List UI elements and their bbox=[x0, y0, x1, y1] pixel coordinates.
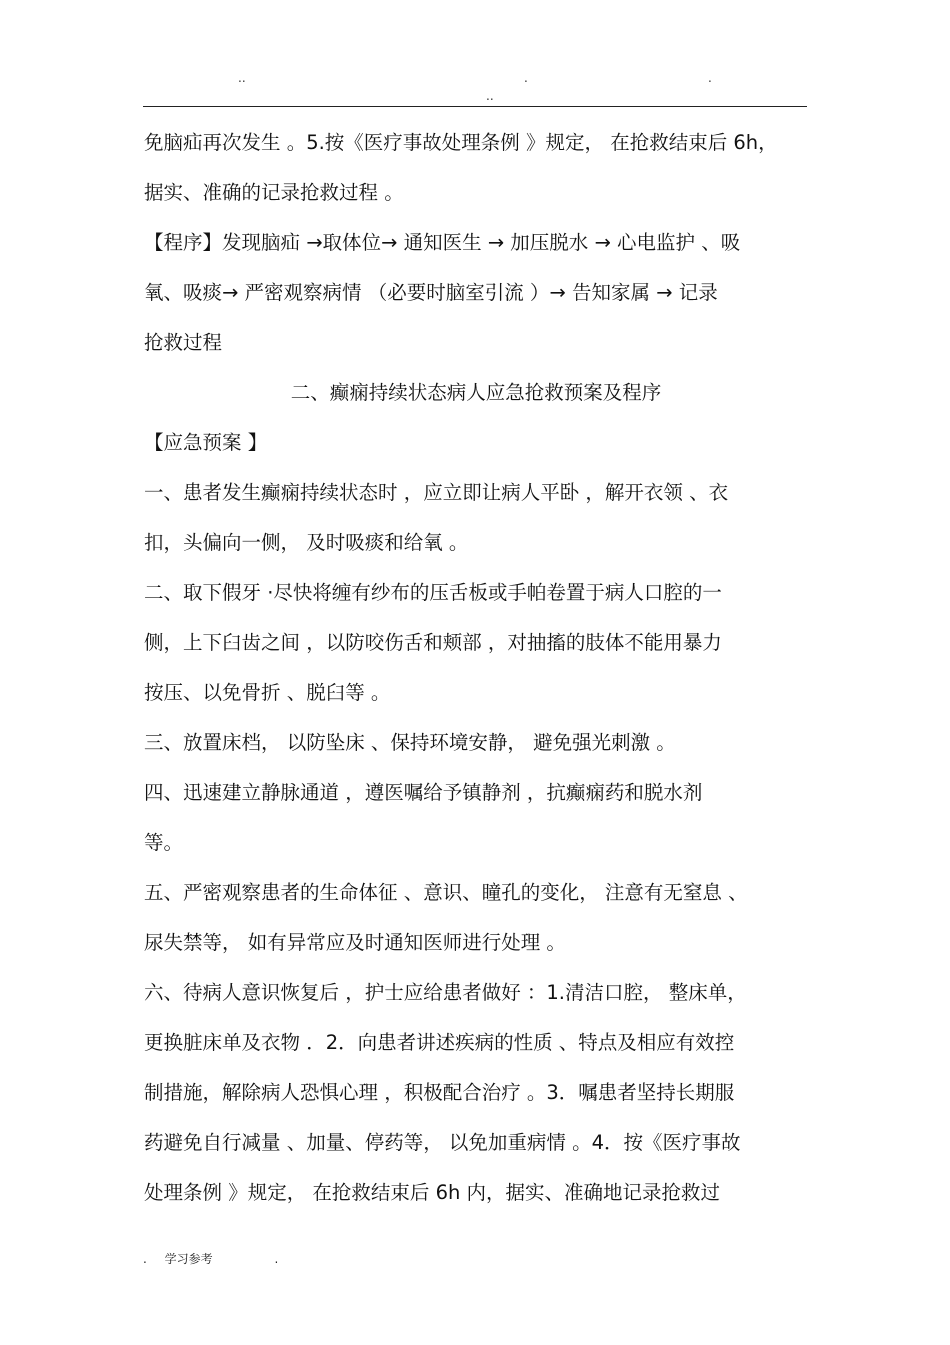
footer-mark-right: . bbox=[274, 1252, 279, 1266]
text-line: 抢救过程 bbox=[144, 331, 223, 354]
text-line: 扣，头偏向一侧， 及时吸痰和给氧 。 bbox=[144, 531, 469, 554]
header-mark-2: . bbox=[524, 71, 528, 85]
text-line: 药避免自行减量 、加量、停药等， 以免加重病情 。4．按《医疗事故 bbox=[144, 1131, 741, 1154]
text-line: 二、取下假牙 ·尽快将缠有纱布的压舌板或手帕卷置于病人口腔的一 bbox=[144, 581, 722, 604]
footer-text: 学习参考 bbox=[164, 1252, 213, 1266]
section-heading: 二、癫痫持续状态病人应急抢救预案及程序 bbox=[290, 381, 662, 404]
text-line: 侧，上下臼齿之间 ，以防咬伤舌和颊部 ，对抽搐的肢体不能用暴力 bbox=[144, 631, 722, 654]
header-mark-3: . bbox=[708, 71, 712, 85]
text-line: 免脑疝再次发生 。5.按《医疗事故处理条例 》规定， 在抢救结束后 6h， bbox=[144, 131, 778, 154]
text-line: 氧、吸痰→ 严密观察病情 （必要时脑室引流 ）→ 告知家属 → 记录 bbox=[144, 281, 718, 304]
text-line: 等。 bbox=[144, 831, 184, 854]
text-line: 更换脏床单及衣物 ．2．向患者讲述疾病的性质 、特点及相应有效控 bbox=[144, 1031, 735, 1054]
text-line: 三、放置床档， 以防坠床 、保持环境安静， 避免强光刺激 。 bbox=[144, 731, 676, 754]
text-line: 四、迅速建立静脉通道 ，遵医嘱给予镇静剂 ，抗癫痫药和脱水剂 bbox=[144, 781, 703, 804]
text-line: 处理条例 》规定， 在抢救结束后 6h 内，据实、准确地记录抢救过 bbox=[144, 1181, 721, 1204]
header-mark-1: .. bbox=[238, 71, 246, 85]
footer-mark-left: . bbox=[143, 1252, 147, 1266]
subsection-label: 【应急预案 】 bbox=[144, 431, 268, 454]
text-line: 制措施，解除病人恐惧心理 ，积极配合治疗 。3．嘱患者坚持长期服 bbox=[144, 1081, 735, 1104]
text-line: 尿失禁等， 如有异常应及时通知医师进行处理 。 bbox=[144, 931, 566, 954]
text-line: 按压、以免骨折 、脱臼等 。 bbox=[144, 681, 391, 704]
page-footer bbox=[143, 1250, 278, 1267]
text-line: 五、严密观察患者的生命体征 、意识、瞳孔的变化， 注意有无窒息 、 bbox=[144, 881, 748, 904]
text-line: 一、患者发生癫痫持续状态时 ，应立即让病人平卧 ，解开衣领 、衣 bbox=[144, 481, 729, 504]
header-mark-4: .. bbox=[486, 89, 494, 103]
text-line: 【程序】发现脑疝 →取体位→ 通知医生 → 加压脱水 → 心电监护 、吸 bbox=[144, 231, 741, 254]
text-line: 据实、准确的记录抢救过程 。 bbox=[144, 181, 404, 204]
header-rule bbox=[143, 106, 807, 107]
text-line: 六、待病人意识恢复后 ，护士应给患者做好 ：1.清洁口腔， 整床单， bbox=[144, 981, 747, 1004]
document-body bbox=[144, 118, 808, 1218]
